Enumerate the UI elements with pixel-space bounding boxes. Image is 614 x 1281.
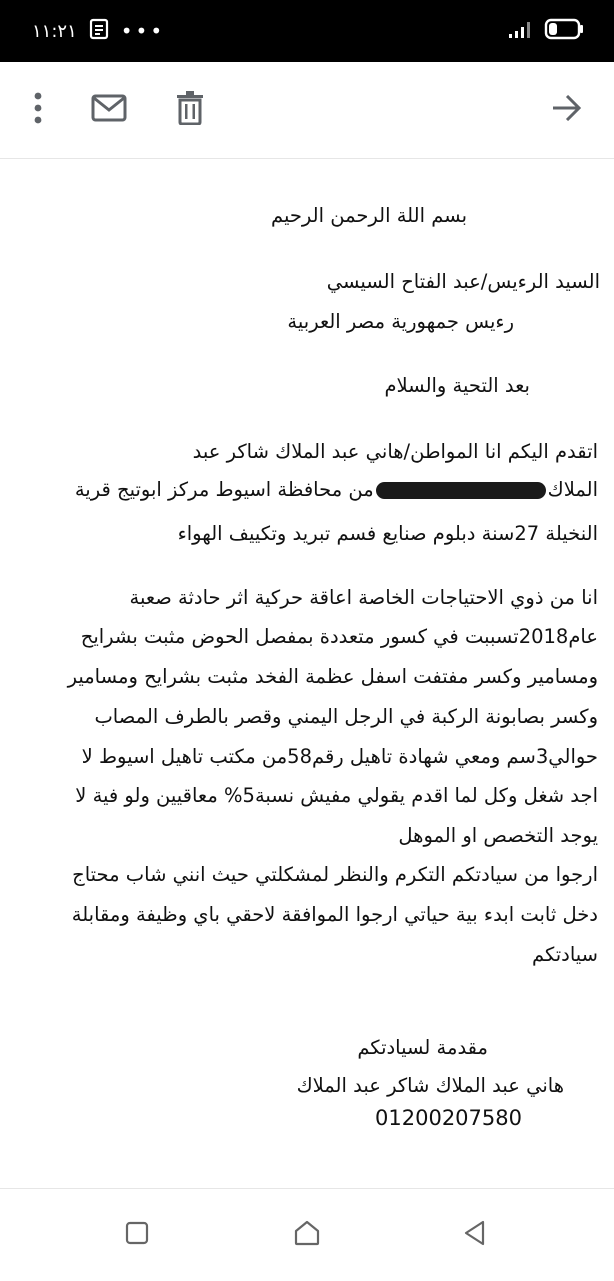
letter-line: انا من ذوي الاحتياجات الخاصة اعاقة حركية اثر حادثة صعبة: [129, 586, 598, 609]
letter-line: النخيلة 27سنة دبلوم صنايع فسم تبريد وتكييف الهواء: [177, 522, 598, 545]
forward-button[interactable]: [547, 90, 587, 130]
letter-text: الملاك: [547, 478, 598, 501]
home-icon: [294, 1220, 320, 1250]
letter-image: [0, 158, 614, 1188]
home-button[interactable]: [287, 1215, 327, 1255]
email-toolbar: [0, 62, 614, 159]
mail-icon: [91, 94, 127, 126]
delete-button[interactable]: [170, 90, 210, 130]
recents-button[interactable]: [117, 1215, 157, 1255]
navigation-bar: [0, 1188, 614, 1281]
mark-unread-button[interactable]: [89, 90, 129, 130]
trash-icon: [176, 91, 204, 129]
letter-line: بعد التحية والسلام: [384, 374, 530, 397]
more-options-button[interactable]: [18, 90, 58, 130]
status-bar: [0, 0, 614, 62]
letter-line: ومسامير وكسر مفتفت اسفل عظمة الفخد مثبت بشرايح ومسامير: [67, 665, 598, 688]
more-vert-icon: [32, 92, 44, 128]
status-right: [508, 18, 584, 44]
letter-line: السيد الرءيس/عبد الفتاح السيسي: [326, 270, 600, 293]
back-triangle-icon: [463, 1220, 487, 1250]
letter-line: يوجد التخصص او الموهل: [398, 824, 598, 847]
notification-dots: •••: [120, 19, 166, 43]
letter-text: من محافظة اسيوط مركز ابوتيج قرية: [74, 478, 374, 501]
letter-line: عام2018تسببت في كسور متعددة بمفصل الحوض مثبت بشرايح: [80, 625, 598, 648]
letter-line: هاني عبد الملاك شاكر عبد الملاك: [296, 1074, 564, 1097]
letter-line: وكسر بصابونة الركبة في الرجل اليمني وقصر بالطرف المصاب: [94, 705, 598, 728]
status-time: ١١:٢١: [32, 20, 77, 42]
letter-line: رءيس جمهورية مصر العربية: [287, 310, 514, 333]
letter-line: سيادتكم: [531, 943, 598, 966]
letter-line: اجد شغل وكل لما اقدم يقولي مفيش نسبة5% معاقيين ولو فية لا: [75, 784, 598, 807]
back-button[interactable]: [455, 1215, 495, 1255]
letter-line: مقدمة لسيادتكم: [357, 1036, 488, 1059]
battery-icon: [544, 18, 584, 44]
phone-number: 01200207580: [375, 1106, 522, 1130]
letter-line: حوالي3سم ومعي شهادة تاهيل رقم58من مكتب تاهيل اسيوط لا: [81, 745, 598, 768]
status-left: [32, 18, 165, 45]
letter-line-redacted: [75, 480, 598, 500]
forward-arrow-icon: [552, 95, 582, 125]
recents-square-icon: [125, 1221, 149, 1249]
letter-line: اتقدم اليكم انا المواطن/هاني عبد الملاك شاكر عبد: [192, 440, 598, 463]
letter-line: ارجوا من سيادتكم التكرم والنظر لمشكلتي حيث انني شاب محتاج: [72, 863, 598, 886]
redaction-mark: [376, 482, 546, 499]
notes-icon: [89, 18, 109, 45]
letter-line: دخل ثابت ابدء بية حياتي ارجوا الموافقة لاحقي باي وظيفة ومقابلة: [71, 903, 598, 926]
signal-icon: [508, 19, 534, 43]
letter-line: بسم اللة الرحمن الرحيم: [271, 204, 467, 227]
